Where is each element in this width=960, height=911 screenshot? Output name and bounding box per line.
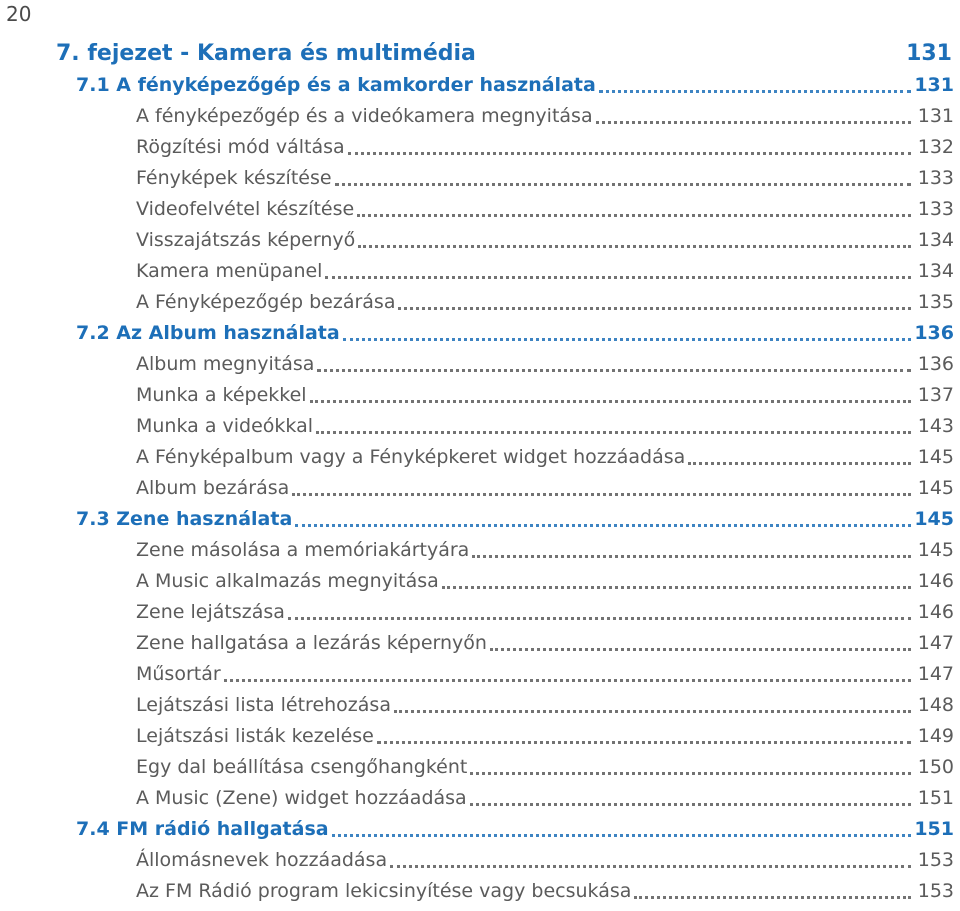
toc-page-number: 146 [917,600,954,623]
toc-page-number: 134 [917,259,954,282]
toc-entry-label: Album megnyitása [136,352,315,375]
toc-page-number: 145 [917,538,954,561]
toc-page-number: 135 [917,290,954,313]
toc-entry-label: Kamera menüpanel [136,259,323,282]
dot-leader [348,151,911,155]
toc-entry-label: Egy dal beállítása csengőhangként [136,755,468,778]
toc-entry-row [0,348,960,379]
toc-entry-label: Lejátszási listák kezelése [136,724,374,747]
toc-entry-label: A Fényképezőgép bezárása [136,290,396,313]
toc-entry-label: Zene másolása a memóriakártyára [136,538,470,561]
toc-entry-row [0,875,960,906]
toc-entry-label: Visszajátszás képernyő [136,228,356,251]
chapter-page: 131 [906,40,952,66]
toc-entry-label: Lejátszási lista létrehozása [136,693,391,716]
dot-leader [596,120,911,124]
dot-leader [335,182,911,186]
toc-entry-row [0,751,960,782]
toc-entry-row [0,565,960,596]
toc-page-number: 147 [917,662,954,685]
dot-leader [316,430,911,434]
dot-leader [295,523,911,527]
toc-entry-row [0,100,960,131]
toc-page-number: 145 [914,507,954,530]
toc-section-row [0,317,960,348]
dot-leader [470,771,911,775]
toc-page-number: 131 [917,104,954,127]
toc-entry-row [0,441,960,472]
dot-leader [224,678,911,682]
dot-leader [310,399,911,403]
toc-section-label: 7.4 FM rádió hallgatása [76,817,329,840]
toc-section-label: 7.3 Zene használata [76,507,293,530]
toc-page-number: 133 [917,197,954,220]
toc-entry-label: A Music (Zene) widget hozzáadása [136,786,467,809]
dot-leader [394,709,911,713]
toc-entry-label: Rögzítési mód váltása [136,135,345,158]
toc-page-number: 136 [914,321,954,344]
toc-page-number: 134 [917,228,954,251]
toc-section-row [0,69,960,100]
toc-entry-row [0,534,960,565]
toc-entry-row [0,844,960,875]
dot-leader [357,213,911,217]
toc-page-number: 151 [917,786,954,809]
dot-leader [490,647,911,651]
toc-page-number: 137 [917,383,954,406]
dot-leader [390,864,911,868]
toc-page-number: 146 [917,569,954,592]
toc-entry-label: Album bezárása [136,476,290,499]
dot-leader [470,802,911,806]
toc-entry-label: Munka a képekkel [136,383,307,406]
dot-leader [398,306,911,310]
dot-leader [332,833,911,837]
dot-leader [688,461,911,465]
dot-leader [325,275,911,279]
toc-section-row [0,503,960,534]
chapter-heading [56,38,952,68]
dot-leader [317,368,911,372]
toc-page-number: 132 [917,135,954,158]
toc-page-number: 143 [917,414,954,437]
toc-page-number: 145 [917,445,954,468]
dot-leader [599,89,911,93]
toc-entry-row [0,255,960,286]
toc-entry-row [0,782,960,813]
toc-entry-row [0,627,960,658]
toc-page-number: 153 [917,848,954,871]
toc-entry-row [0,720,960,751]
toc-section-label: 7.1 A fényképezőgép és a kamkorder használata [76,73,596,96]
toc-page-number: 136 [917,352,954,375]
toc-entry-label: A Music alkalmazás megnyitása [136,569,439,592]
dot-leader [358,244,911,248]
toc-entry-label: Videofelvétel készítése [136,197,355,220]
toc-entry-row [0,689,960,720]
toc-entry-label: Zene hallgatása a lezárás képernyőn [136,631,487,654]
toc-section-label: 7.2 Az Album használata [76,321,340,344]
toc-page-number: 153 [917,879,954,902]
toc-page-number: 149 [917,724,954,747]
dot-leader [377,740,911,744]
dot-leader [288,616,911,620]
toc-entry-label: Munka a videókkal [136,414,314,437]
toc-entry-label: Állomásnevek hozzáadása [136,848,388,871]
toc-page-number: 133 [917,166,954,189]
toc-entry-row [0,193,960,224]
toc-entry-row [0,162,960,193]
toc-entry-label: Zene lejátszása [136,600,285,623]
toc-page-number: 147 [917,631,954,654]
toc-page-number: 150 [917,755,954,778]
toc-entry-row [0,131,960,162]
toc-page-number: 131 [914,73,954,96]
toc-entry-row [0,472,960,503]
toc-page-number: 145 [917,476,954,499]
dot-leader [343,337,911,341]
page-number: 20 [6,2,32,26]
toc-page-number: 151 [914,817,954,840]
toc-entry-label: A fényképezőgép és a videókamera megnyitása [136,104,593,127]
toc-entry-label: Műsortár [136,662,221,685]
toc-entry-row [0,286,960,317]
toc-entry-row [0,224,960,255]
toc-entry-label: Fényképek készítése [136,166,332,189]
toc-section-row [0,813,960,844]
dot-leader [442,585,911,589]
table-of-contents [0,69,960,906]
dot-leader [292,492,911,496]
toc-entry-row [0,410,960,441]
toc-entry-row [0,379,960,410]
toc-entry-row [0,596,960,627]
chapter-title: 7. fejezet - Kamera és multimédia [56,40,476,66]
toc-entry-label: Az FM Rádió program lekicsinyítése vagy becsukása [136,879,632,902]
toc-entry-row [0,658,960,689]
toc-entry-label: A Fényképalbum vagy a Fényképkeret widget hozzáadása [136,445,686,468]
dot-leader [472,554,911,558]
dot-leader [634,895,911,899]
toc-page-number: 148 [917,693,954,716]
